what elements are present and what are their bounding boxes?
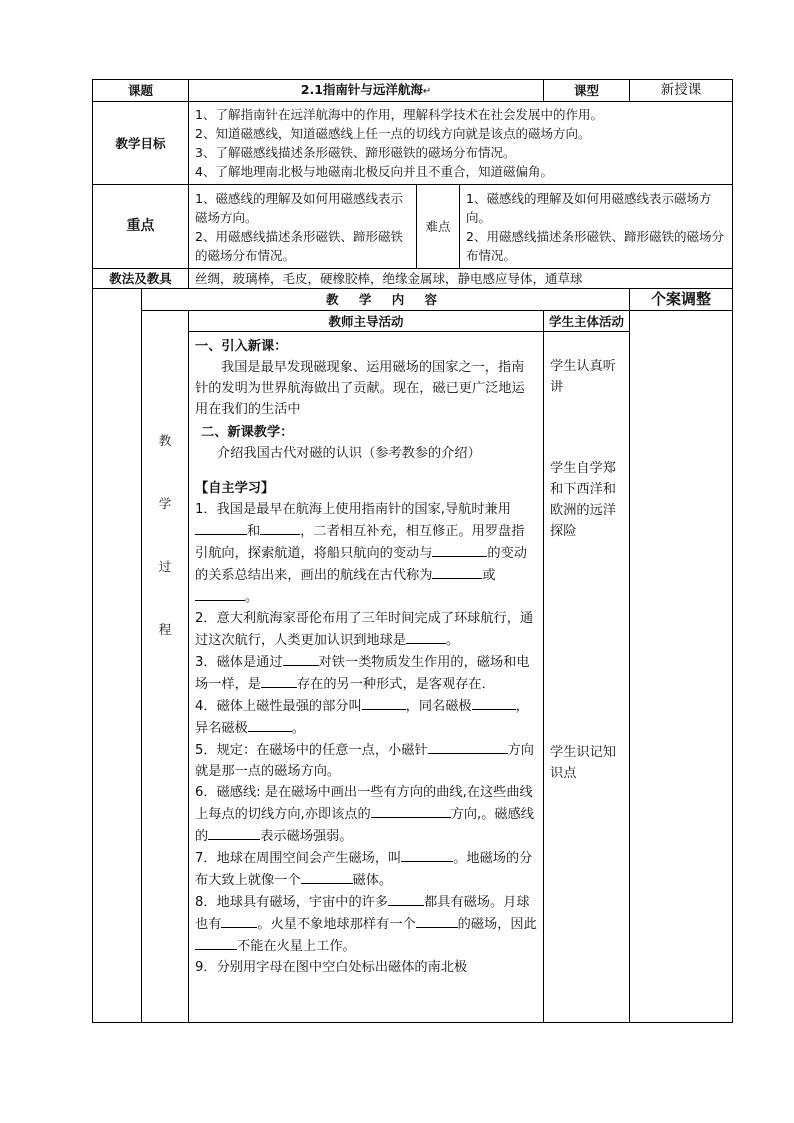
question-4	[195, 695, 537, 739]
answer-blank[interactable]	[195, 935, 237, 950]
methods-label: 教法及教具	[93, 269, 189, 289]
q3-text: 对铁一类物质发生作用的，磁场和电场一样，是	[195, 655, 530, 692]
activity-header-row	[93, 311, 733, 332]
answer-blank[interactable]	[260, 520, 300, 535]
header-row	[93, 80, 733, 102]
side-char: 教	[158, 433, 172, 448]
adjust-cell	[630, 311, 733, 1023]
answer-blank[interactable]	[428, 739, 508, 754]
q6-text: 方向,。磁感线的	[195, 807, 534, 844]
answer-blank[interactable]	[472, 695, 516, 710]
q5-text: 方向就是那一点的磁场方向。	[195, 743, 534, 779]
q7-text: 磁体。	[352, 873, 393, 888]
answer-blank[interactable]	[406, 629, 446, 644]
paragraph-mark: ↵	[422, 86, 432, 97]
answer-blank[interactable]	[432, 564, 482, 579]
answer-blank[interactable]	[416, 913, 458, 928]
answer-blank[interactable]	[432, 542, 487, 557]
objectives-label: 教学目标	[93, 102, 189, 185]
q5-text: 5．规定：在磁场中的任意一点，小磁针	[195, 743, 428, 758]
q2-text: 。	[446, 633, 460, 648]
teacher-activity-content	[189, 332, 544, 1023]
teacher-activity-label: 教师主导活动	[189, 311, 544, 332]
key-points-row	[93, 185, 733, 269]
q4-text: 。	[291, 721, 305, 736]
difficult-label: 难点	[417, 185, 460, 269]
q1-text: 1．我国是最早在航海上使用指南针的国家,导航时兼用	[195, 502, 511, 517]
key-point-item: 2、用磁感线描述条形磁铁、蹄形磁铁的磁场分布情况。	[195, 228, 403, 263]
q6-text: 表示磁场强弱。	[260, 829, 353, 844]
answer-blank[interactable]	[195, 520, 247, 535]
q7-text: 。地磁场的分布大致上就像一个	[195, 851, 533, 888]
student-note: 学生识记知识点	[550, 745, 616, 781]
student-note: 学生认真听讲	[550, 359, 616, 395]
objectives-list	[189, 102, 733, 185]
methods-value: 丝绸，玻璃棒，毛皮，硬橡胶棒，绝缘金属球，静电感应导体，通草球	[189, 269, 733, 289]
q1-text: ，二者相互补充，相互修正。用罗盘指引航向，探索航道，将船只航向的变动与	[195, 524, 525, 561]
answer-blank[interactable]	[388, 891, 424, 906]
q8-text: 。火星不象地球那样有一个	[257, 917, 416, 932]
intro-heading: 一、引入新课：	[195, 339, 288, 354]
question-1	[195, 499, 537, 608]
side-char: 学	[158, 496, 172, 511]
left-margin-cell	[93, 289, 142, 1023]
answer-blank[interactable]	[401, 847, 453, 862]
question-2	[195, 608, 537, 651]
answer-blank[interactable]	[208, 825, 260, 840]
question-6	[195, 782, 537, 847]
topic-text: 2.1指南针与远洋航海	[300, 82, 423, 97]
q3-text: 存在的另一种形式，是客观存在．	[296, 677, 495, 692]
type-value: 新授课	[630, 80, 733, 102]
objective-item: 3、了解磁感线描述条形磁铁、蹄形磁铁的磁场分布情况。	[195, 145, 516, 160]
student-note: 学生自学郑和下西洋和欧洲的远洋探险	[550, 461, 616, 539]
q8-text: 的磁场，因此	[457, 917, 537, 932]
q4-text: 4．磁体上磁性最强的部分叫	[195, 699, 362, 714]
topic-value	[189, 80, 544, 102]
topic-label: 课题	[93, 80, 189, 102]
question-9: 9．分别用字母在图中空白处标出磁体的南北极	[195, 960, 468, 975]
question-8	[195, 891, 537, 957]
q7-text: 7．地球在周围空间会产生磁场，叫	[195, 851, 402, 866]
q1-text: 。	[245, 590, 259, 605]
new-lesson-heading: 二、新课教学：	[201, 425, 294, 440]
q1-text: 或	[482, 568, 496, 583]
q1-text: 的变动的关系总结出来，画出的航线在古代称为	[195, 546, 527, 583]
q4-text: ，异名磁极	[195, 699, 529, 736]
objective-item: 4、了解地理南北极与地磁南北极反向并且不重合，知道磁偏角。	[195, 164, 553, 179]
q8-text: 8．地球具有磁场，宇宙中的许多	[195, 895, 389, 910]
content-title-row	[93, 289, 733, 311]
intro-text: 我国是最早发现磁现象、运用磁场的国家之一，指南针的发明为世界航海做出了贡献。现在，磁已更广泛地运用在我们的生活中	[195, 360, 525, 417]
answer-blank[interactable]	[371, 803, 451, 818]
key-points-label: 重点	[93, 185, 189, 269]
question-7	[195, 847, 537, 891]
q4-text: ，同名磁极	[405, 699, 472, 714]
answer-blank[interactable]	[283, 651, 319, 666]
q8-text: 都具有磁场。月球也有	[195, 895, 530, 932]
objective-item: 2、知道磁感线，知道磁感线上任一点的切线方向就是该点的磁场方向。	[195, 126, 591, 141]
answer-blank[interactable]	[248, 717, 292, 732]
key-points-list	[189, 185, 417, 269]
answer-blank[interactable]	[195, 586, 245, 601]
side-char: 过	[158, 559, 172, 574]
answer-blank[interactable]	[362, 695, 406, 710]
answer-blank[interactable]	[261, 673, 297, 688]
methods-row	[93, 269, 733, 289]
q6-text: 6．磁感线: 是在磁场中画出一些有方向的曲线,在这些曲线上每点的切线方向,亦即该点的	[195, 785, 533, 822]
self-study-heading: 【自主学习】	[195, 481, 275, 496]
student-activity-label: 学生主体活动	[544, 311, 630, 332]
objective-item: 1、了解指南针在远洋航海中的作用，理解科学技术在社会发展中的作用。	[195, 107, 603, 122]
content-title: 教 学 内 容	[142, 289, 630, 311]
difficult-list	[460, 185, 733, 269]
lesson-plan-table	[92, 79, 733, 1023]
student-activity-content	[544, 332, 630, 1023]
q2-text: 2．意大利航海家哥伦布用了三年时间完成了环球航行，通过这次航行，人类更加认识到地球是	[195, 611, 534, 648]
type-label: 课型	[544, 80, 630, 102]
objectives-row	[93, 102, 733, 185]
answer-blank[interactable]	[221, 913, 257, 928]
question-5	[195, 739, 537, 782]
question-3	[195, 651, 537, 695]
answer-blank[interactable]	[301, 869, 353, 884]
new-lesson-text: 介绍我国古代对磁的认识（参考教参的介绍）	[217, 446, 481, 461]
q1-text: 和	[247, 524, 261, 539]
q3-text: 3．磁体是通过	[195, 655, 283, 670]
difficult-item: 1、磁感线的理解及如何用磁感线表示磁场方向。	[466, 190, 712, 225]
key-point-item: 1、磁感线的理解及如何用磁感线表示磁场方向。	[195, 190, 403, 225]
process-side-label	[142, 311, 189, 1023]
adjust-label: 个案调整	[630, 289, 733, 311]
difficult-item: 2、用磁感线描述条形磁铁、蹄形磁铁的磁场分布情况。	[466, 228, 724, 263]
q8-text: 不能在火星上工作。	[237, 939, 356, 954]
side-char: 程	[158, 622, 172, 637]
